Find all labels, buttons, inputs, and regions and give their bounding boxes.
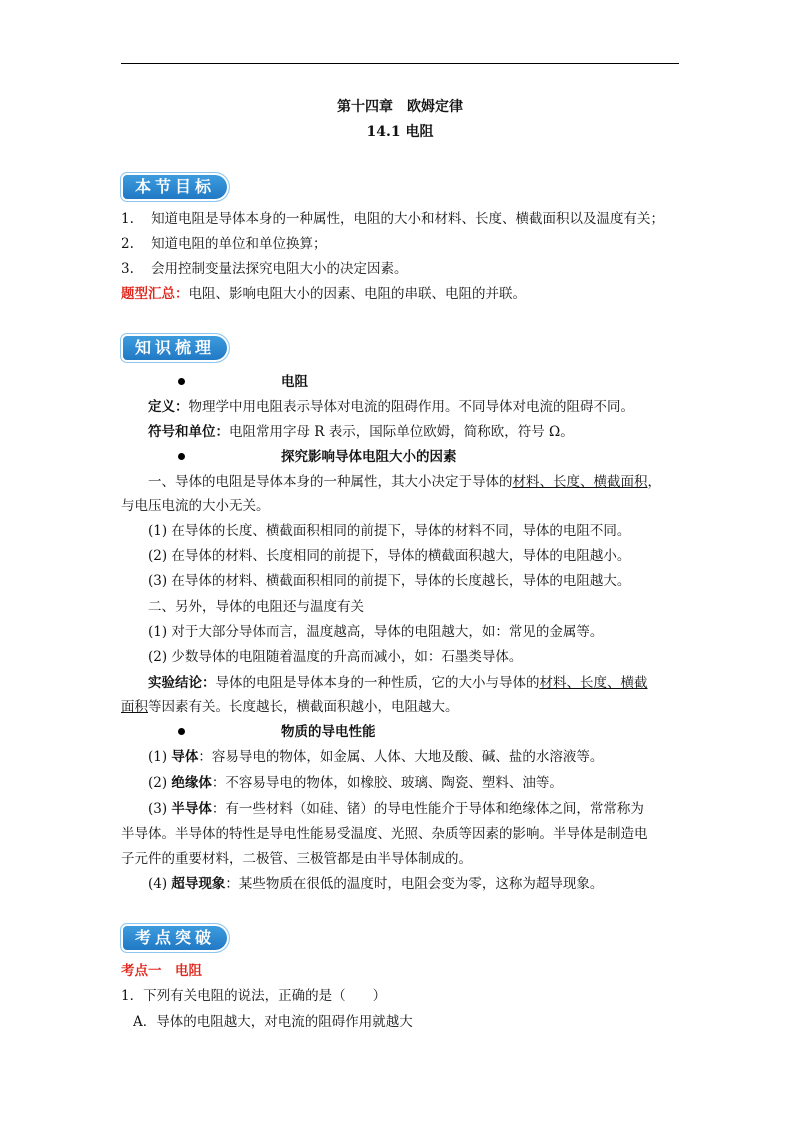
summary-text: 电阻、影响电阻大小的因素、电阻的串联、电阻的并联。 <box>188 286 526 302</box>
goals-banner: 本节目标 <box>121 173 229 201</box>
heading-factors: 探究影响导体电阻大小的因素 <box>281 449 457 465</box>
list-item-cont: 半导体。半导体的特性是导电性能易受温度、光照、杂质等因素的影响。半导体是制造电 <box>121 826 648 842</box>
header-rule <box>121 63 679 64</box>
goal-text: 知道电阻是导体本身的一种属性，电阻的大小和材料、长度、横截面积以及温度有关； <box>151 211 665 227</box>
bullet-icon <box>178 728 185 735</box>
list-item: (2) 少数导体的电阻随着温度的升高而减小，如：石墨类导体。 <box>148 649 523 665</box>
paragraph: 二、另外，导体的电阻还与温度有关 <box>148 599 364 615</box>
paragraph: 一、导体的电阻是导体本身的一种属性，其大小决定于导体的材料、长度、横截面积， <box>148 474 661 490</box>
definition-text: 物理学中用电阻表示导体对电流的阻碍作用。不同导体对电流的阻碍不同。 <box>188 399 634 415</box>
list-item: (1) 在导体的长度、横截面积相同的前提下，导体的材料不同，导体的电阻不同。 <box>148 523 631 539</box>
answer-option: A．导体的电阻越大，对电流的阻碍作用就越大 <box>133 1014 413 1030</box>
list-item: (1) 导体：容易导电的物体，如金属、人体、大地及酸、碱、盐的水溶液等。 <box>148 749 604 765</box>
goal-item <box>121 260 408 278</box>
chapter-title: 第十四章 欧姆定律 <box>337 99 463 115</box>
heading-conductivity: 物质的导电性能 <box>281 724 376 740</box>
question: 1．下列有关电阻的说法，正确的是（ ） <box>121 988 387 1004</box>
goal-text: 会用控制变量法探究电阻大小的决定因素。 <box>151 261 408 277</box>
list-item: (2) 在导体的材料、长度相同的前提下，导体的横截面积越大，导体的电阻越小。 <box>148 548 631 564</box>
bullet-icon <box>178 453 185 460</box>
question-type-summary <box>121 285 526 303</box>
experiment-conclusion-cont: 面积等因素有关。长度越长，横截面积越小，电阻越大。 <box>121 699 459 715</box>
exam-point-title: 考点一 电阻 <box>121 963 202 979</box>
goal-num: 3. <box>121 261 134 277</box>
section-title: 14.1 电阻 <box>366 124 434 140</box>
symbol-unit <box>148 423 574 441</box>
list-item: (3) 在导体的材料、横截面积相同的前提下，导体的长度越长，导体的电阻越大。 <box>148 573 631 589</box>
goal-item <box>121 210 664 228</box>
symbol-unit-label: 符号和单位： <box>148 424 229 440</box>
paragraph-cont: 与电压电流的大小无关。 <box>121 498 270 514</box>
conclusion-label: 实验结论： <box>148 675 216 691</box>
list-item-cont: 子元件的重要材料，二极管、三极管都是由半导体制成的。 <box>121 851 472 867</box>
goal-num: 2. <box>121 236 134 252</box>
experiment-conclusion: 实验结论：导体的电阻是导体本身的一种性质，它的大小与导体的材料、长度、横截 <box>148 675 648 691</box>
goal-item <box>121 235 327 253</box>
symbol-unit-text: 电阻常用字母 R 表示，国际单位欧姆，简称欧，符号 Ω。 <box>229 424 574 440</box>
list-item: (4) 超导现象：某些物质在很低的温度时，电阻会变为零，这称为超导现象。 <box>148 876 604 892</box>
goal-num: 1. <box>121 211 134 227</box>
goal-text: 知道电阻的单位和单位换算； <box>151 236 327 252</box>
list-item: (1) 对于大部分导体而言，温度越高，导体的电阻越大，如：常见的金属等。 <box>148 624 604 640</box>
exam-banner: 考点突破 <box>121 924 229 952</box>
bullet-icon <box>178 378 185 385</box>
list-item: (2) 绝缘体：不容易导电的物体，如橡胶、玻璃、陶瓷、塑料、油等。 <box>148 775 563 791</box>
definition <box>148 398 634 416</box>
list-item: (3) 半导体：有一些材料（如硅、锗）的导电性能介于导体和绝缘体之间，常常称为 <box>148 801 644 817</box>
definition-label: 定义： <box>148 399 189 415</box>
heading-resistance: 电阻 <box>281 374 308 390</box>
knowledge-banner: 知识梳理 <box>121 334 229 362</box>
summary-label: 题型汇总： <box>121 286 189 302</box>
